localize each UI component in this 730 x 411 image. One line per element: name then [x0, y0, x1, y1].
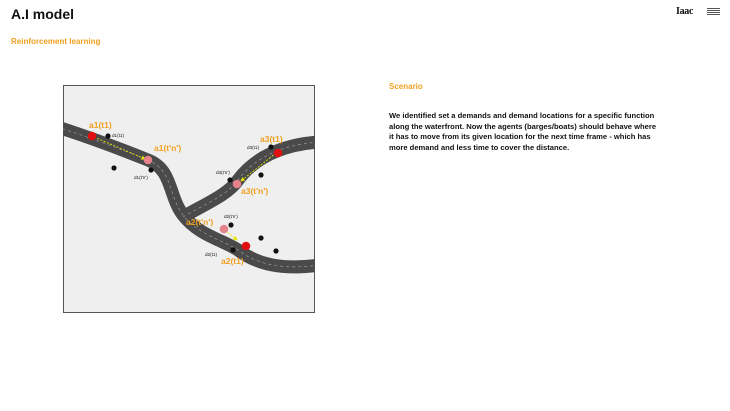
logo-text: Iaac [676, 6, 694, 17]
demand-point [273, 248, 278, 253]
scenario-description: We identified set a demands and demand locations for a specific function along the waterfront. Now the agents (barges/boats) should behave where it has to move from its given location for the next time frame - which has more demand and less time to cover the distance. [389, 111, 657, 152]
label-a3-t1: a3(t1) [260, 134, 283, 144]
demand-point [111, 165, 116, 170]
label-a2-t1: a2(t1) [221, 256, 244, 266]
logo-lines [707, 8, 720, 16]
demand-point [268, 144, 273, 149]
demand-point [148, 167, 153, 172]
label-d3-t1: d3(t1) [247, 145, 260, 150]
label-d2-tn: d2(t'n') [224, 214, 238, 219]
agent-a3-end-marker [233, 180, 242, 189]
demand-point [227, 177, 232, 182]
scenario-heading: Scenario [389, 82, 423, 91]
label-a2-tn: a2(t'n') [186, 217, 214, 227]
demand-point [230, 247, 235, 252]
agent-a1-start-marker [88, 132, 97, 141]
demand-point [258, 235, 263, 240]
label-a1-t1: a1(t1) [89, 120, 112, 130]
page-subtitle: Reinforcement learning [11, 37, 101, 46]
label-a1-tn: a1(t'n') [154, 143, 182, 153]
label-d3-tn: d3(t'n') [216, 170, 230, 175]
iaac-logo [676, 6, 724, 18]
label-d2-t1: d2(t1) [205, 252, 218, 257]
agent-a2-start-marker [242, 242, 251, 251]
agent-a1-end-marker [144, 156, 153, 165]
demand-point [258, 172, 263, 177]
label-d1-t1: d1(t1) [112, 133, 125, 138]
label-d1-tn: d1(t'n') [134, 175, 148, 180]
agent-a3-start-marker [274, 149, 283, 158]
demand-point [228, 222, 233, 227]
label-a3-tn: a3(t'n') [241, 186, 269, 196]
river-diagram [63, 85, 315, 313]
demand-point [105, 133, 110, 138]
agent-a2-end-marker [220, 225, 229, 234]
page-title: A.I model [11, 6, 75, 22]
